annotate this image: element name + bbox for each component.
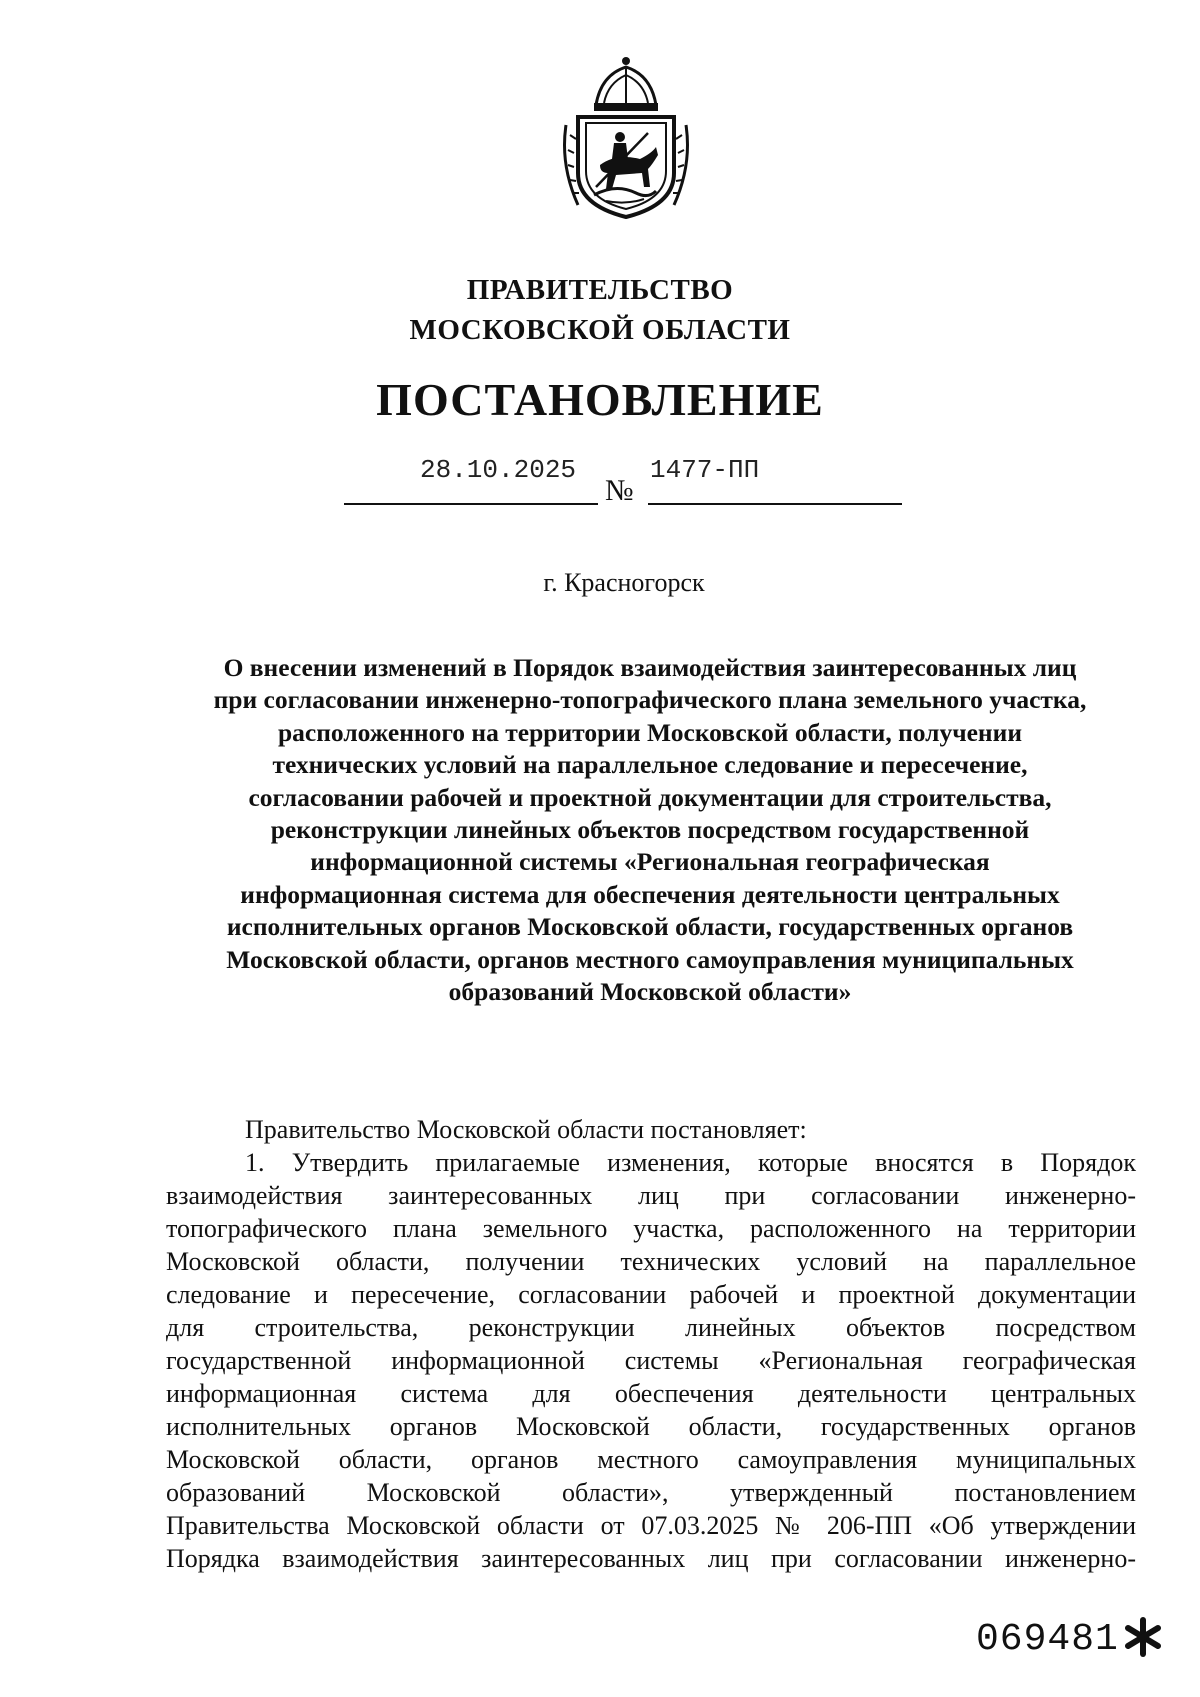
title-line: исполнительных органов Московской области, государственных органов bbox=[226, 912, 1074, 942]
body-line: Московской области, получении технических условий на параллельное bbox=[166, 1247, 1136, 1276]
body-line: образований Московской области», утвержденный постановлением bbox=[166, 1478, 1136, 1507]
decree-title bbox=[150, 652, 1150, 1008]
title-line: согласовании рабочей и проектной документации для строительства, bbox=[248, 782, 1052, 812]
serial-number: 069481 bbox=[976, 1618, 1119, 1661]
coat-of-arms-icon bbox=[556, 55, 696, 220]
title-line: информационной системы «Региональная географическая bbox=[310, 847, 990, 877]
body-line: для строительства, реконструкции линейных объектов посредством bbox=[166, 1313, 1136, 1342]
title-line: реконструкции линейных объектов посредством государственной bbox=[270, 815, 1030, 845]
org-name-line-2: МОСКОВСКОЙ ОБЛАСТИ bbox=[409, 314, 791, 346]
document-type: ПОСТАНОВЛЕНИЕ bbox=[376, 374, 824, 425]
title-line: при согласовании инженерно-топографического плана земельного участка, bbox=[213, 685, 1087, 715]
title-line: технических условий на параллельное следование и пересечение, bbox=[272, 750, 1028, 780]
number-sign: № bbox=[605, 474, 634, 507]
decree-number: 1477-ПП bbox=[650, 455, 760, 485]
date-underline bbox=[344, 503, 598, 505]
title-line: О внесении изменений в Порядок взаимодействия заинтересованных лиц bbox=[223, 653, 1077, 682]
body-line: Московской области, органов местного самоуправления муниципальных bbox=[166, 1445, 1136, 1474]
asterisk-icon bbox=[1122, 1616, 1164, 1658]
title-line: образований Московской области» bbox=[448, 977, 852, 1007]
org-name-line-1: ПРАВИТЕЛЬСТВО bbox=[466, 274, 734, 306]
body-line: 1. Утвердить прилагаемые изменения, которые вносятся в Порядок bbox=[245, 1148, 1136, 1177]
title-line: расположенного на территории Московской области, получении bbox=[277, 717, 1023, 747]
body-line: Порядка взаимодействия заинтересованных лиц при согласовании инженерно- bbox=[166, 1544, 1136, 1573]
number-underline bbox=[648, 503, 902, 505]
body-line: государственной информационной системы «Региональная географическая bbox=[166, 1346, 1136, 1375]
body-line: информационная система для обеспечения деятельности центральных bbox=[166, 1379, 1136, 1408]
title-line: Московской области, органов местного самоуправления муниципальных bbox=[226, 944, 1074, 974]
body-line: Правительства Московской области от 07.03.2025 № 206-ПП «Об утверждении bbox=[166, 1511, 1136, 1540]
body-line: взаимодействия заинтересованных лиц при согласовании инженерно- bbox=[166, 1181, 1136, 1210]
title-line: информационная система для обеспечения деятельности центральных bbox=[240, 879, 1060, 909]
preamble: Правительство Московской области постановляет: bbox=[245, 1115, 807, 1144]
body-line: исполнительных органов Московской области, государственных органов bbox=[166, 1412, 1136, 1441]
body-line: топографического плана земельного участка, расположенного на территории bbox=[166, 1214, 1136, 1243]
body-line: следование и пересечение, согласовании рабочей и проектной документации bbox=[166, 1280, 1136, 1309]
city-name: г. Красногорск bbox=[543, 568, 705, 597]
decree-body bbox=[166, 1146, 1136, 1575]
decree-date: 28.10.2025 bbox=[420, 455, 577, 485]
